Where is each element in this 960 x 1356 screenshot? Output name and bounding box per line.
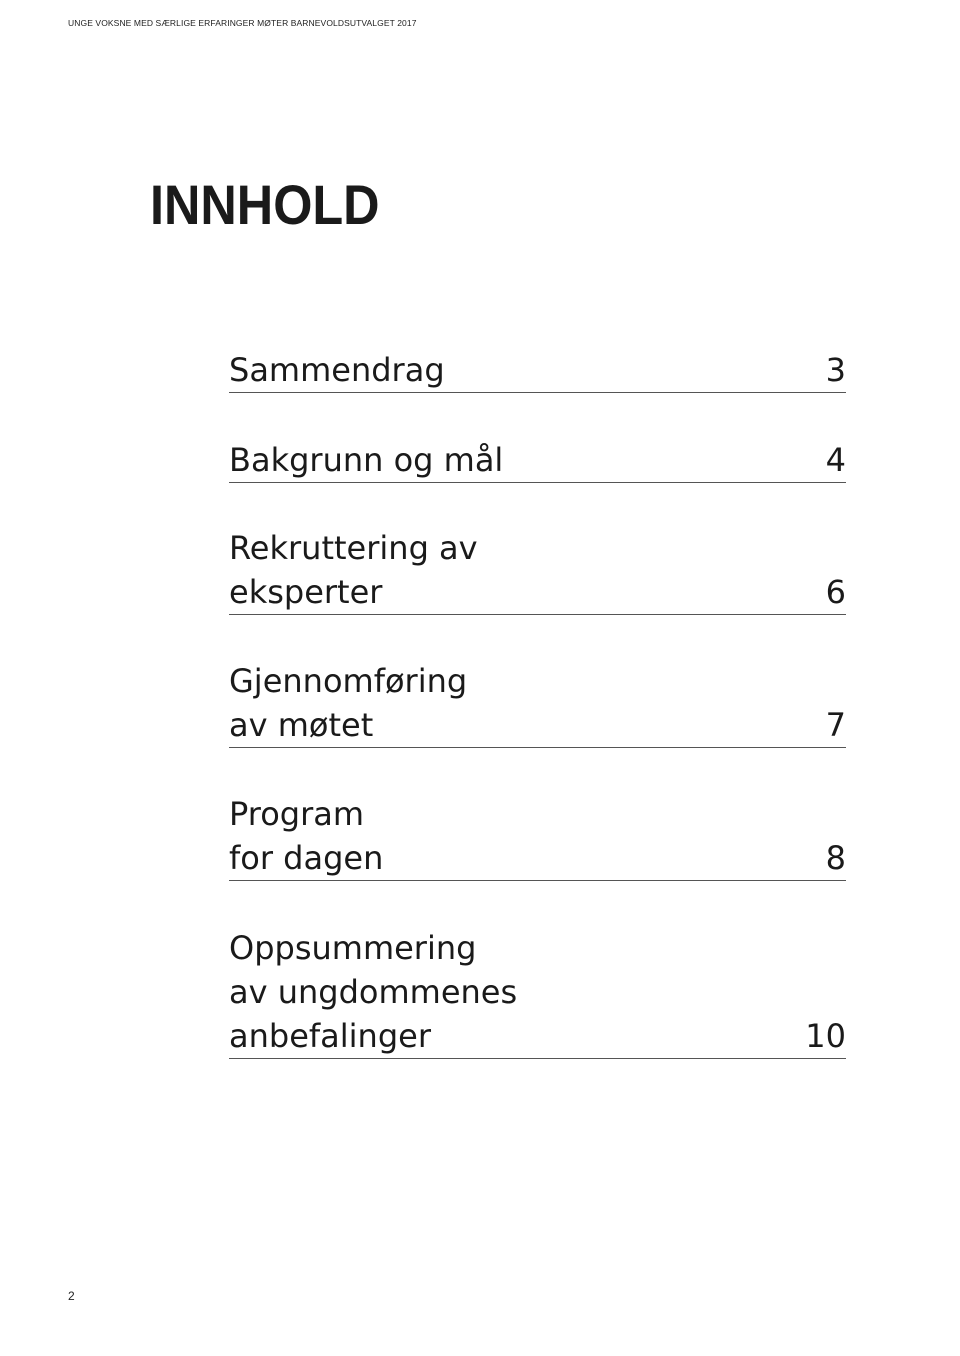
toc-entry-page: 10 (805, 1017, 846, 1055)
toc-entry-label-line: av møtet (229, 706, 374, 744)
toc-entry-label-line: for dagen (229, 839, 384, 877)
toc-entry-page: 6 (825, 573, 846, 611)
page-number: 2 (68, 1289, 75, 1303)
toc-entry-label-line: anbefalinger (229, 1017, 431, 1055)
toc-entry-program[interactable] (229, 792, 846, 881)
toc-entry-label-line: Sammendrag (229, 351, 445, 389)
toc-entry-label (229, 792, 846, 880)
toc-entry-label (229, 659, 846, 747)
toc-entry-label-line: Oppsummering (229, 929, 477, 967)
toc-entry-label (229, 438, 846, 482)
toc-entry-label-line: Bakgrunn og mål (229, 441, 504, 479)
toc-entry-page: 3 (825, 351, 846, 389)
toc-entry-gjennomforing[interactable] (229, 659, 846, 748)
toc-entry-page: 7 (825, 706, 846, 744)
toc-entry-label-line: Rekruttering av (229, 529, 478, 567)
toc-entry-label-line: Gjennomføring (229, 662, 468, 700)
toc-entry-page: 4 (825, 441, 846, 479)
toc-entry-sammendrag[interactable] (229, 348, 846, 393)
toc-entry-label (229, 526, 846, 614)
running-header: UNGE VOKSNE MED SÆRLIGE ERFARINGER MØTER BARNEVOLDSUTVALGET 2017 (68, 18, 417, 28)
page-title: INNHOLD (150, 173, 380, 236)
toc-entry-label (229, 348, 846, 392)
toc-entry-label-line: eksperter (229, 573, 383, 611)
toc-entry-oppsummering[interactable] (229, 926, 846, 1059)
toc-entry-bakgrunn[interactable] (229, 438, 846, 483)
toc-entry-rekruttering[interactable] (229, 526, 846, 615)
toc-entry-label-line: Program (229, 795, 365, 833)
toc-entry-label (229, 926, 846, 1058)
toc-entry-page: 8 (825, 839, 846, 877)
toc-entry-label-line: av ungdommenes (229, 973, 518, 1011)
